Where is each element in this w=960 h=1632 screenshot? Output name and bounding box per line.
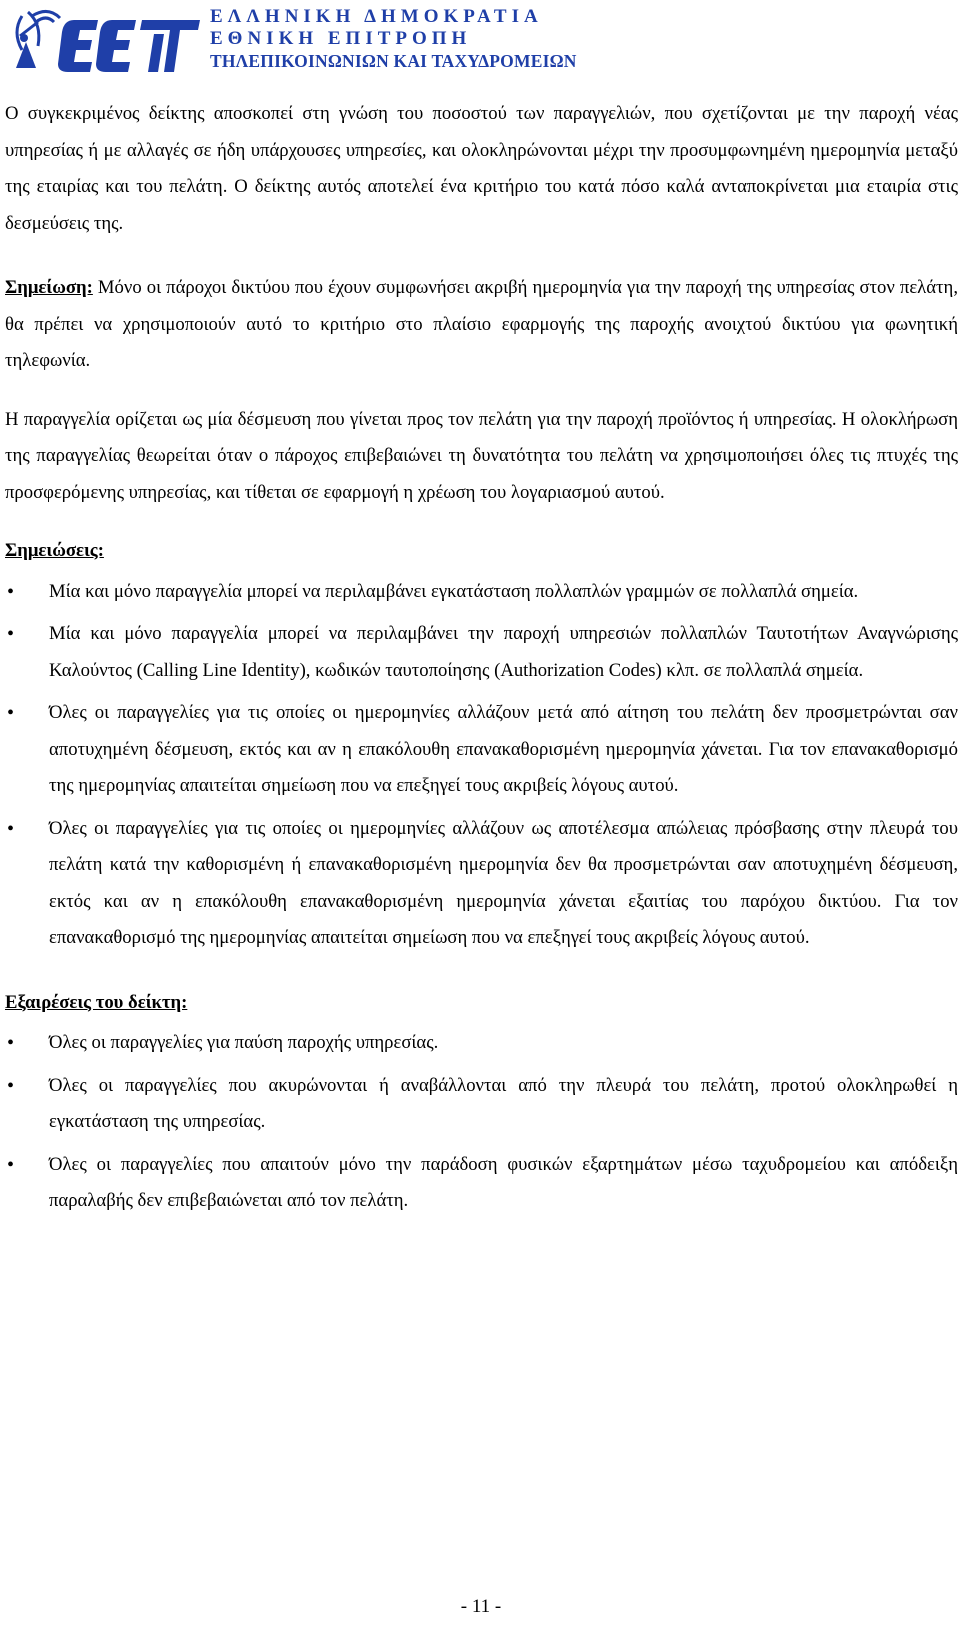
bullet-icon: •	[7, 1153, 15, 1176]
bullet-icon: •	[7, 817, 15, 840]
eett-logo	[4, 2, 204, 76]
list-item: • Μία και μόνο παραγγελία μπορεί να περιλαμβάνει την παροχή υπηρεσιών πολλαπλών Ταυτοτήτων Αναγνώρισης Καλούντος (Calling Line Identity), κωδικών ταυτοποίησης (Authorization Codes) κλπ. σε πολλαπλά σημεία.	[5, 616, 958, 689]
bullet-icon: •	[7, 702, 15, 724]
note-paragraph	[5, 270, 958, 380]
bullet-icon: •	[7, 1032, 15, 1054]
exceptions-heading: Εξαιρέσεις του δείκτη:	[5, 991, 188, 1013]
bullet-icon: •	[7, 623, 15, 645]
org-line-2: ΕΘΝΙΚΗ ΕΠΙΤΡΟΠΗ	[210, 28, 472, 49]
list-item: • Όλες οι παραγγελίες για τις οποίες οι ημερομηνίες αλλάζουν μετά από αίτηση του πελάτη δεν προσμετρώνται σαν αποτυχημένη δέσμευση, εκτός και αν η επακόλουθη επανακαθορισμένη ημερομηνία χάνεται. Για τον επανακαθορισμό της ημερομηνίας απαιτείται σημείωση που να επεξηγεί τους ακριβείς λόγους αυτού.	[5, 695, 958, 805]
org-line-3: ΤΗΛΕΠΙΚΟΙΝΩΝΙΩΝ ΚΑΙ ΤΑΧΥΔΡΟΜΕΙΩΝ	[210, 51, 577, 71]
note-text: Μόνο οι πάροχοι δικτύου που έχουν συμφωνήσει ακριβή ημερομηνία για την παροχή της υπηρεσίας στον πελάτη, θα πρέπει να χρησιμοποιούν αυτό το κριτήριο στο πλαίσιο εφαρμογής της παροχής ανοιχτού δικτύου για φωνητική τηλεφωνία.	[5, 277, 958, 371]
organization-name	[210, 6, 577, 72]
page-number: - 11 -	[460, 1596, 502, 1617]
notes-list	[5, 574, 958, 957]
document-body	[5, 96, 958, 1220]
page-footer	[0, 1596, 960, 1618]
exceptions-list	[5, 1025, 958, 1220]
org-line-1: ΕΛΛΗΝΙΚΗ ΔΗΜΟΚΡΑΤΙΑ	[210, 6, 543, 27]
intro-paragraph: Ο συγκεκριμένος δείκτης αποσκοπεί στη γνώση του ποσοστού των παραγγελιών, που σχετίζονται με την παροχή νέας υπηρεσίας ή με αλλαγές σε ήδη υπάρχουσες υπηρεσίες, και ολοκληρώνονται μέχρι την προσυμφωνημένη ημερομηνία μεταξύ της εταιρίας και του πελάτη. Ο δείκτης αυτός αποτελεί ένα κριτήριο του κατά πόσο καλά ανταποκρίνεται μια εταιρία στις δεσμεύσεις της.	[5, 103, 958, 234]
notes-heading: Σημειώσεις:	[5, 540, 104, 561]
bullet-icon: •	[7, 1074, 15, 1097]
list-item: • Όλες οι παραγγελίες που ακυρώνονται ή αναβάλλονται από την πλευρά του πελάτη, προτού ολοκληρωθεί η εγκατάσταση της υπηρεσίας.	[5, 1068, 958, 1141]
list-item: • Μία και μόνο παραγγελία μπορεί να περιλαμβάνει εγκατάσταση πολλαπλών γραμμών σε πολλαπλά σημεία.	[5, 574, 958, 611]
list-item: • Όλες οι παραγγελίες για παύση παροχής υπηρεσίας.	[5, 1025, 958, 1062]
list-item: • Όλες οι παραγγελίες για τις οποίες οι ημερομηνίες αλλάζουν ως αποτέλεσμα απώλειας πρόσβασης στην πλευρά του πελάτη κατά την καθορισμένη ή επανακαθορισμένη ημερομηνία δεν θα προσμετρώνται σαν αποτυχημένη δέσμευση, εκτός και αν η επακόλουθη επανακαθορισμένη ημερομηνία χάνεται εξαιτίας του παρόχου δικτύου. Για τον επανακαθορισμό της ημερομηνίας απαιτείται σημείωση που να επεξηγεί τους ακριβείς λόγους αυτού.	[5, 811, 958, 957]
definition-paragraph: Η παραγγελία ορίζεται ως μία δέσμευση που γίνεται προς τον πελάτη για την παροχή προϊόντος ή υπηρεσίας. Η ολοκλήρωση της παραγγελίας θεωρείται όταν ο πάροχος επιβεβαιώνει τη δυνατότητα του πελάτη να χρησιμοποιήσει όλες τις πτυχές της προσφερόμενης υπηρεσίας, και τίθεται σε εφαρμογή η χρέωση του λογαριασμού αυτού.	[5, 408, 958, 503]
note-label: Σημείωση:	[5, 277, 93, 298]
list-item: • Όλες οι παραγγελίες που απαιτούν μόνο την παράδοση φυσικών εξαρτημάτων μέσω ταχυδρομείου και απόδειξη παραλαβής δεν επιβεβαιώνεται από τον πελάτη.	[5, 1147, 958, 1220]
page-header	[0, 0, 960, 80]
bullet-icon: •	[7, 580, 15, 603]
